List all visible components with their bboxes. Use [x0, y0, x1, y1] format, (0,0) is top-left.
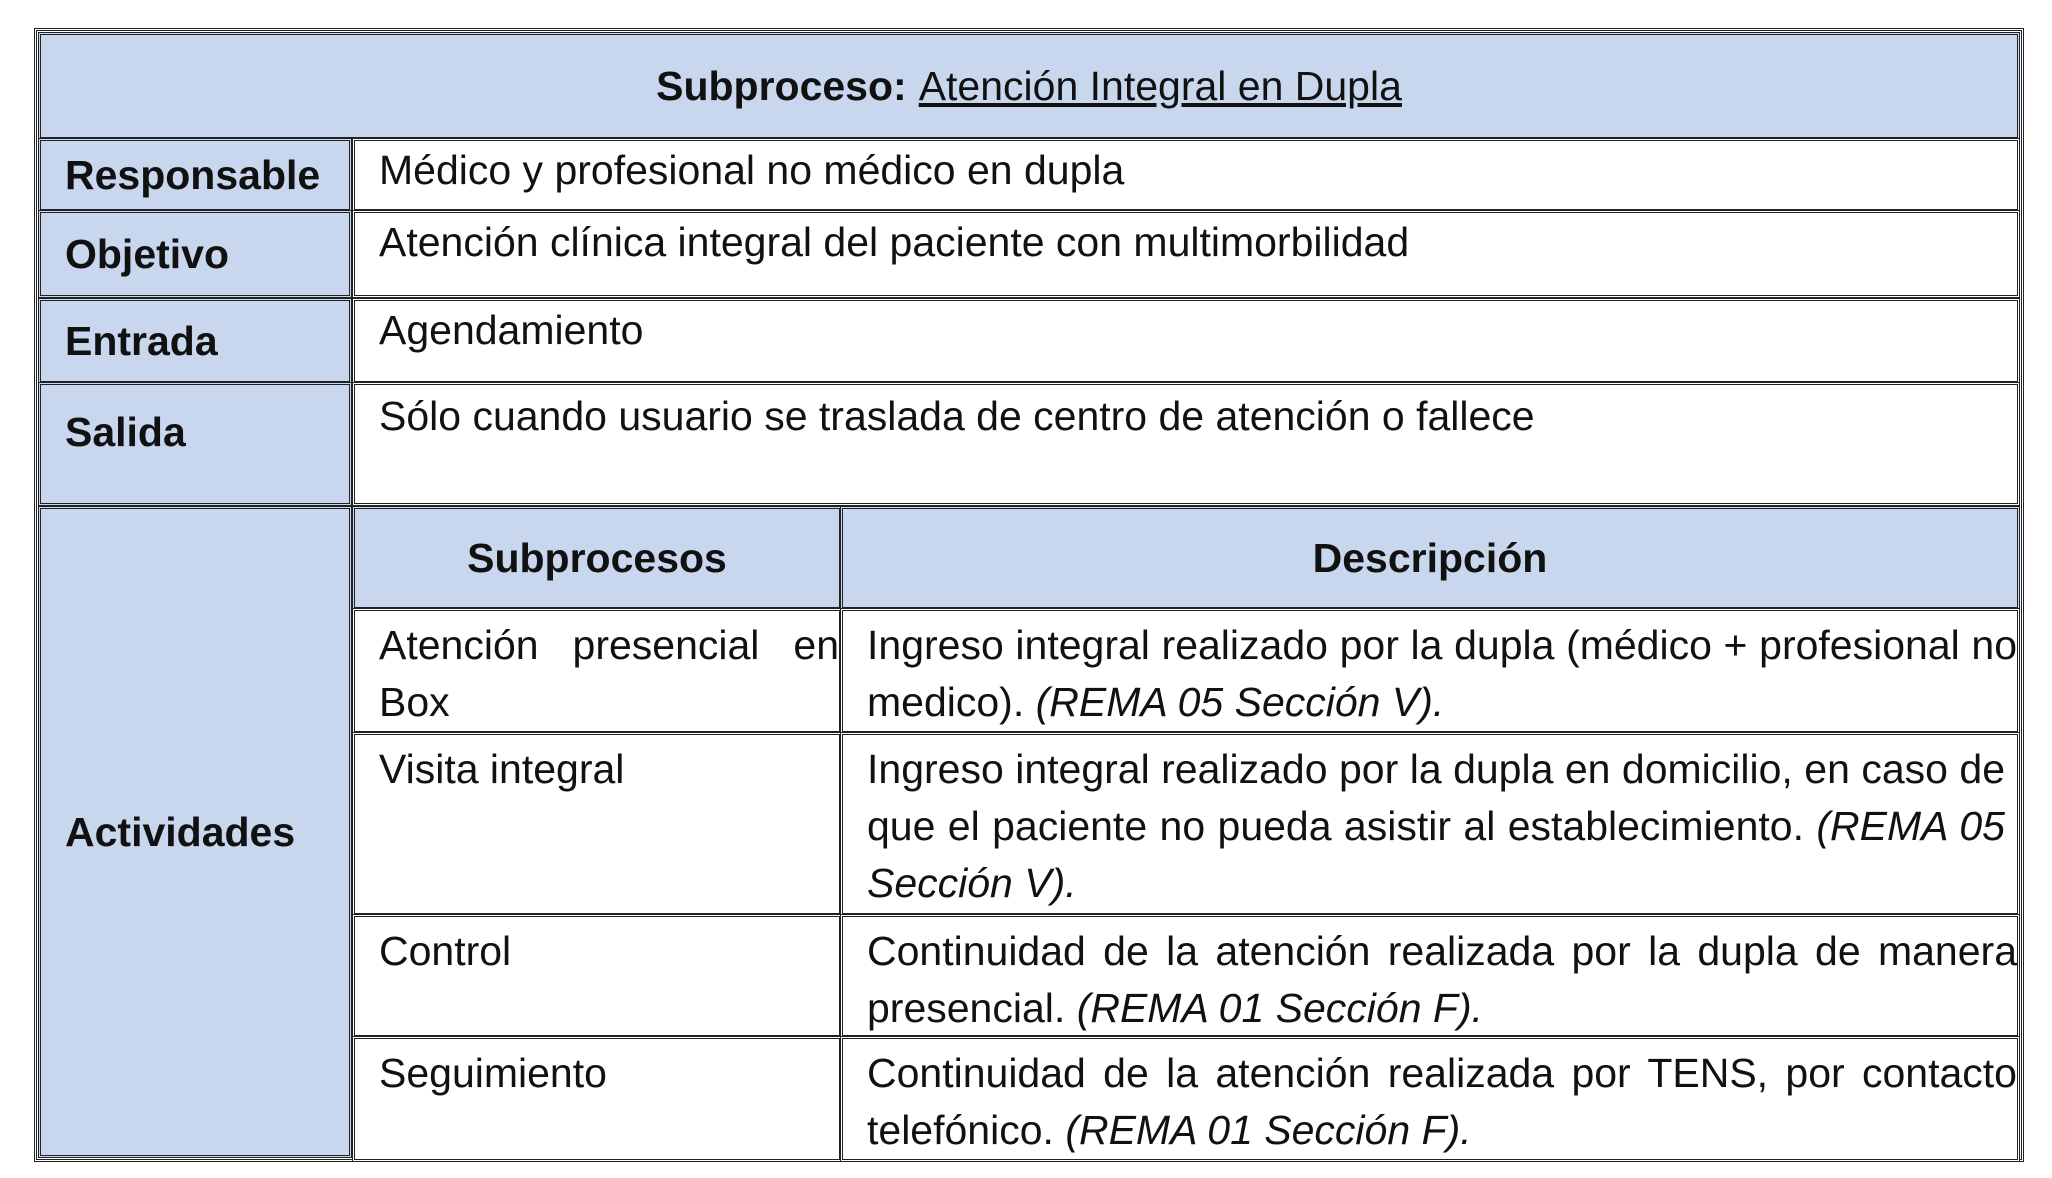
descripcion-text: Continuidad de la atención realizada por la dupla de manera presencial.: [867, 928, 2017, 1031]
subproceso-cell: Atención presencial en Box: [352, 608, 842, 734]
objetivo-label: Objetivo: [38, 210, 352, 298]
descripcion-cell: [840, 732, 2020, 916]
rema-reference: (REMA 05 Sección V).: [1035, 679, 1445, 725]
salida-label: Salida: [38, 382, 352, 506]
subproceso-cell: Visita integral: [352, 732, 842, 916]
actividades-label: Actividades: [38, 506, 352, 1158]
responsable-label: Responsable: [38, 138, 352, 212]
column-header-descripcion: Descripción: [840, 506, 2020, 610]
entrada-label: Entrada: [38, 298, 352, 384]
salida-value: Sólo cuando usuario se traslada de centro de atención o fallece: [352, 382, 2020, 506]
title-label: Subproceso:: [656, 62, 907, 109]
descripcion-cell: [840, 914, 2020, 1038]
rema-reference: (REMA 01 Sección F).: [1065, 1107, 1472, 1153]
rema-reference: (REMA 01 Sección F).: [1076, 985, 1484, 1031]
responsable-value: Médico y profesional no médico en dupla: [352, 138, 2020, 212]
descripcion-cell: [840, 1036, 2020, 1162]
entrada-value: Agendamiento: [352, 298, 2020, 384]
table-title: [38, 32, 2020, 140]
subproceso-cell: Control: [352, 914, 842, 1038]
title-value: Atención Integral en Dupla: [918, 62, 1402, 109]
descripcion-text: Ingreso integral realizado por la dupla (médico + profesional no medico).: [867, 622, 2017, 725]
descripcion-text: Continuidad de la atención realizada por TENS, por contacto telefónico.: [867, 1050, 2017, 1153]
column-header-subprocesos: Subprocesos: [352, 506, 842, 610]
objetivo-value: Atención clínica integral del paciente con multimorbilidad: [352, 210, 2020, 298]
subproceso-cell: Seguimiento: [352, 1036, 842, 1162]
rema-reference: (REMA 05 Sección V).: [867, 803, 2005, 906]
descripcion-cell: [840, 608, 2020, 734]
descripcion-text: Ingreso integral realizado por la dupla en domicilio, en caso de que el paciente no pueda asistir al establecimiento.: [867, 746, 2005, 849]
